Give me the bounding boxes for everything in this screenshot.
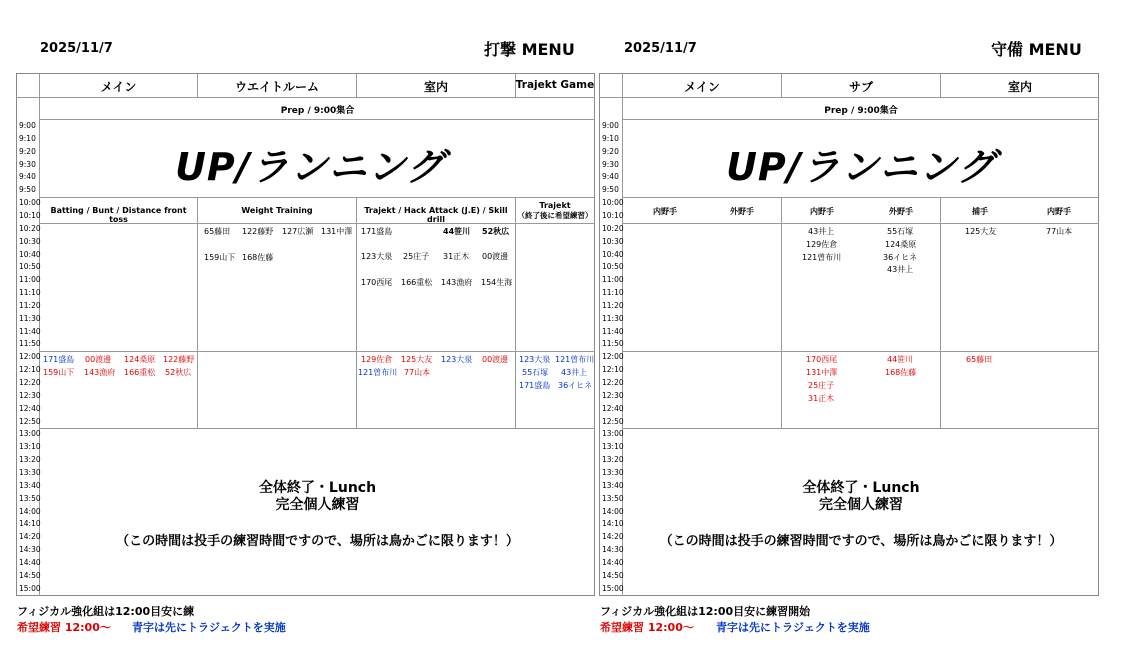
time-label: 13:50: [602, 493, 624, 503]
player-name: 123大泉: [361, 252, 393, 261]
time-label: 9:00: [19, 121, 36, 130]
time-label: 10:40: [19, 249, 41, 259]
column-main: メイン: [100, 80, 137, 94]
time-label: 10:20: [602, 223, 624, 233]
footer-optional: 希望練習 12:00～: [17, 621, 111, 634]
footer-blue-note: 青字は先にトラジェクトを実施: [716, 621, 870, 634]
time-label: 13:10: [602, 442, 624, 452]
date-label: 2025/11/7: [624, 41, 697, 56]
player-name: 131中澤: [806, 368, 838, 377]
sub-header-trajekt-game: Trajekt: [539, 201, 571, 210]
player-name: 131中澤: [321, 227, 353, 236]
player-name: 44笹川: [887, 355, 914, 364]
time-label: 10:10: [19, 210, 41, 220]
sub-header-infielder: 内野手: [810, 207, 834, 216]
prep-label: Prep / 9:00集合: [824, 106, 898, 116]
time-label: 9:50: [19, 185, 36, 195]
time-label: 12:30: [19, 390, 41, 400]
time-label: 14:20: [602, 532, 624, 542]
sub-header-trajekt: Trajekt / Hack Attack (J.E) / Skill drill: [364, 206, 508, 224]
player-name: 143漁府: [441, 278, 473, 287]
player-name: 31正木: [808, 394, 835, 403]
sub-header-batting: Batting / Bunt / Distance front toss: [50, 206, 187, 224]
time-label: 9:10: [602, 133, 619, 143]
player-name: 129佐倉: [361, 355, 393, 364]
player-name: 43井上: [808, 227, 835, 236]
player-name: 170西尾: [806, 355, 838, 364]
time-label: 11:10: [602, 288, 624, 298]
player-name: 122藤野: [242, 227, 274, 236]
time-label: 11:00: [19, 275, 41, 285]
time-label: 12:40: [602, 403, 624, 413]
column-indoor: 室内: [423, 80, 448, 94]
time-label: 15:00: [602, 583, 624, 593]
player-name: 121曽布川: [555, 355, 594, 364]
player-name: 171盛島: [43, 355, 75, 364]
player-name: 171盛島: [361, 227, 393, 236]
time-label: 10:00: [602, 198, 624, 208]
player-name: 00渡邊: [482, 355, 509, 364]
time-label: 12:50: [19, 416, 41, 426]
player-name: 168佐藤: [885, 368, 917, 377]
time-label: 11:50: [602, 339, 624, 349]
time-label: 13:40: [19, 480, 41, 490]
player-name: 125大友: [401, 355, 433, 364]
time-label: 10:30: [602, 236, 624, 246]
time-label: 12:10: [602, 365, 624, 375]
time-label: 11:40: [602, 326, 624, 336]
time-label: 10:40: [602, 249, 624, 259]
column-sub: サブ: [848, 80, 873, 94]
player-name: 143漁府: [84, 368, 116, 377]
time-label: 10:10: [602, 210, 624, 220]
time-label: 10:50: [602, 262, 624, 272]
time-label: 9:20: [602, 146, 619, 156]
player-name: 65藤田: [204, 227, 231, 236]
time-label: 14:00: [19, 506, 41, 516]
time-label: 9:40: [602, 172, 619, 182]
player-name: 36イヒネ: [558, 381, 593, 390]
time-label: 12:00: [602, 352, 624, 362]
time-label: 13:00: [602, 429, 624, 439]
time-label: 14:50: [19, 570, 41, 580]
footer-optional: 希望練習 12:00～: [600, 621, 694, 634]
player-name: 44笹川: [443, 227, 471, 236]
practice-label: 完全個人練習: [819, 497, 903, 513]
time-label: 10:50: [19, 262, 41, 272]
lunch-label: 全体終了・Lunch: [258, 480, 377, 496]
player-name: 55石塚: [522, 368, 549, 377]
time-label: 12:40: [19, 403, 41, 413]
practice-label: 完全個人練習: [275, 497, 360, 513]
time-label: 12:00: [19, 352, 41, 362]
player-name: 43井上: [887, 265, 914, 274]
time-label: 13:30: [602, 467, 624, 477]
player-name: 77山本: [404, 368, 431, 377]
player-name: 127広瀬: [282, 227, 314, 236]
pitcher-note: （この時間は投手の練習時間ですので、場所は鳥かごに限ります！）: [116, 534, 519, 549]
player-name: 31正木: [443, 252, 470, 261]
time-label: 13:00: [19, 429, 41, 439]
date-label: 2025/11/7: [40, 41, 113, 56]
time-label: 14:20: [19, 532, 41, 542]
time-label: 10:30: [19, 236, 41, 246]
time-label: 9:10: [19, 133, 36, 143]
time-label: 11:30: [19, 313, 41, 323]
time-label: 11:10: [19, 288, 41, 298]
player-name: 25庄子: [808, 381, 835, 390]
player-name: 00渡邊: [482, 252, 509, 261]
column-weight-room: ウエイトルーム: [234, 80, 319, 94]
column-trajekt-game: Trajekt Game: [515, 79, 595, 91]
sub-header-catcher: 捕手: [972, 207, 988, 216]
time-label: 12:50: [602, 416, 624, 426]
player-name: 36イヒネ: [883, 253, 918, 262]
time-label: 14:40: [19, 557, 41, 567]
warmup-banner: UP/ランニング: [726, 145, 996, 189]
player-name: 159山下: [43, 368, 75, 377]
time-label: 14:50: [602, 570, 624, 580]
time-label: 15:00: [19, 583, 41, 593]
lunch-label: 全体終了・Lunch: [802, 480, 920, 496]
player-name: 168佐藤: [242, 253, 274, 262]
time-label: 11:20: [19, 300, 41, 310]
player-name: 52秋広: [482, 227, 510, 236]
time-label: 13:20: [602, 455, 624, 465]
player-name: 121曽布川: [358, 368, 398, 377]
player-name: 170西尾: [361, 278, 393, 287]
player-name: 124桑原: [885, 240, 917, 249]
sub-header-outfielder: 外野手: [730, 207, 754, 216]
player-name: 122藤野: [163, 355, 195, 364]
player-name: 43井上: [561, 368, 588, 377]
footer-blue-note: 青字は先にトラジェクトを実施: [132, 621, 286, 634]
player-name: 121曽布川: [802, 253, 842, 262]
time-label: 14:10: [19, 519, 41, 529]
time-label: 9:40: [19, 172, 36, 182]
time-label: 14:40: [602, 557, 624, 567]
player-name: 123大泉: [441, 355, 473, 364]
player-name: 77山本: [1046, 227, 1073, 236]
player-name: 159山下: [204, 253, 236, 262]
footer-physical: フィジカル強化組は12:00目安に練: [17, 605, 195, 618]
time-label: 13:40: [602, 480, 624, 490]
time-label: 14:30: [19, 545, 41, 555]
player-name: 25庄子: [403, 252, 430, 261]
column-main: メイン: [684, 80, 720, 94]
time-label: 11:50: [19, 339, 41, 349]
time-label: 10:20: [19, 223, 41, 233]
player-name: 166重松: [401, 278, 433, 287]
time-label: 9:50: [602, 185, 619, 195]
player-name: 52秋広: [165, 368, 192, 377]
sub-header-weight: Weight Training: [241, 206, 313, 215]
time-label: 13:30: [19, 467, 41, 477]
player-name: 123大泉: [519, 355, 551, 364]
time-label: 9:20: [19, 146, 36, 156]
menu-title: 守備 MENU: [991, 40, 1082, 59]
player-name: 124桑原: [124, 355, 156, 364]
player-name: 65藤田: [966, 355, 993, 364]
player-name: 55石塚: [887, 227, 914, 236]
player-name: 166重松: [124, 368, 156, 377]
time-label: 9:30: [602, 159, 619, 169]
time-label: 11:20: [602, 300, 624, 310]
player-name: 00渡邊: [85, 355, 112, 364]
sub-header-infielder: 内野手: [1047, 207, 1071, 216]
footer-physical: フィジカル強化組は12:00目安に練習開始: [600, 605, 811, 618]
sub-header-infielder: 内野手: [653, 207, 677, 216]
warmup-banner: UP/ランニング: [175, 145, 445, 189]
time-label: 10:00: [19, 198, 41, 208]
time-label: 12:20: [602, 378, 624, 387]
time-label: 11:30: [602, 313, 624, 323]
time-label: 9:00: [602, 121, 619, 130]
time-label: 12:20: [19, 378, 41, 387]
time-label: 12:30: [602, 390, 624, 400]
time-label: 11:40: [19, 326, 41, 336]
column-indoor: 室内: [1007, 80, 1032, 94]
time-label: 14:10: [602, 519, 624, 529]
time-label: 13:20: [19, 455, 41, 465]
time-label: 14:30: [602, 545, 624, 555]
player-name: 129佐倉: [806, 240, 838, 249]
time-label: 11:00: [602, 275, 624, 285]
prep-label: Prep / 9:00集合: [280, 106, 355, 116]
sub-header-trajekt-note: （終了後に希望練習）: [517, 211, 593, 220]
time-label: 13:50: [19, 493, 41, 503]
time-label: 13:10: [19, 442, 41, 452]
time-label: 9:30: [19, 159, 36, 169]
player-name: 171盛島: [519, 381, 551, 390]
player-name: 125大友: [965, 227, 997, 236]
time-label: 12:10: [19, 365, 41, 375]
sub-header-outfielder: 外野手: [889, 207, 913, 216]
player-name: 154生海: [481, 278, 513, 287]
menu-title: 打撃 MENU: [484, 40, 575, 59]
pitcher-note: （この時間は投手の練習時間ですので、場所は鳥かごに限ります！）: [659, 534, 1063, 549]
time-label: 14:00: [602, 506, 624, 516]
